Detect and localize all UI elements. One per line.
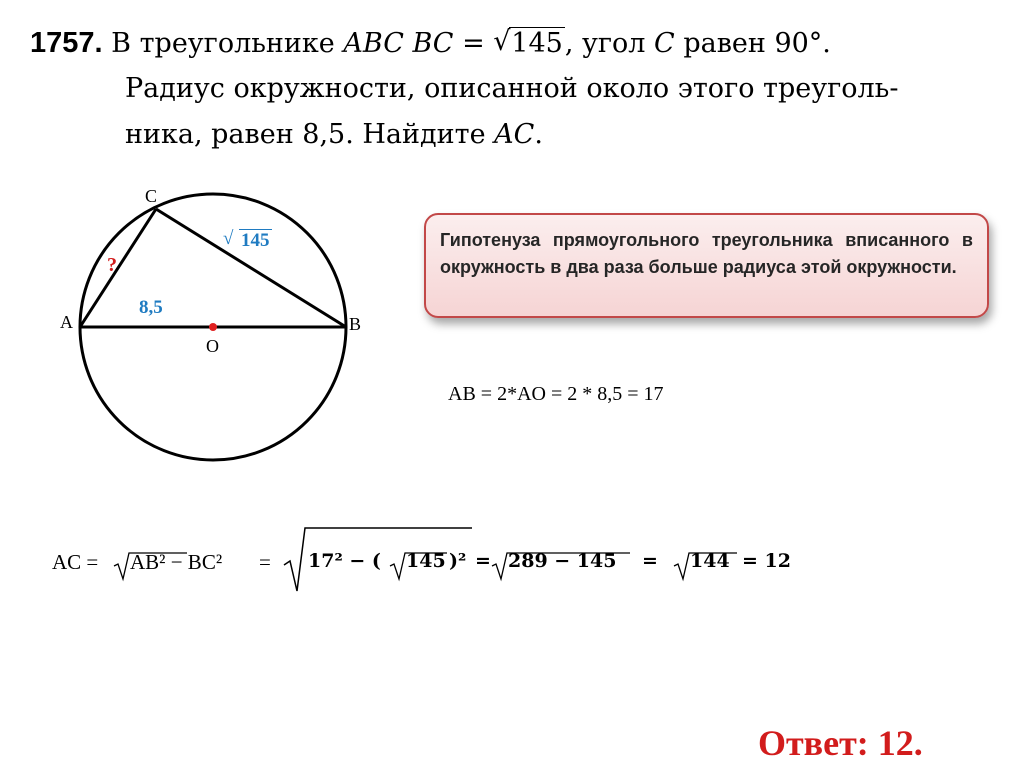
problem-line-2: Радиус окружности, описанной около этого треуголь- — [125, 73, 899, 104]
radius-label: 8,5 — [139, 297, 163, 318]
ac-lhs: AC = — [52, 550, 99, 574]
problem-line-3 — [125, 112, 543, 158]
triangle-name: ABC — [343, 28, 404, 59]
unknown-side-label: ? — [107, 254, 117, 276]
equals-sign: = — [642, 550, 658, 572]
vertex-label-c: C — [145, 186, 158, 206]
center-point — [209, 323, 217, 331]
ac-radicand-1: AB² − BC² — [130, 550, 223, 574]
leg-bc — [156, 209, 346, 327]
ac-radicand-2b: )² — [449, 550, 467, 572]
equals-sign: = — [475, 550, 491, 572]
equals-sign: = — [462, 28, 485, 59]
side-ac: AC — [494, 119, 535, 150]
problem-text: . — [534, 119, 543, 150]
theorem-note — [424, 213, 989, 318]
sqrt-value: 145 — [241, 230, 270, 251]
ac-formula — [52, 525, 812, 595]
answer-text: Ответ: 12. — [758, 723, 923, 763]
side-bc: BC — [412, 28, 454, 59]
ac-radicand-3: 289 − 145 — [508, 550, 617, 572]
ac-inner-radicand: 145 — [406, 550, 446, 572]
ac-result: = 12 — [742, 550, 791, 572]
problem-text: ника, равен 8,5. Найдите — [125, 119, 486, 150]
vertex-label-a: A — [60, 312, 73, 332]
theorem-note-text: Гипотенуза прямоугольного треугольника вписанного в окружность в два раза больше радиуса этой окружности. — [440, 230, 973, 277]
side-bc-label — [223, 230, 272, 252]
problem-text: равен 90°. — [683, 28, 831, 59]
geometry-diagram — [55, 180, 385, 480]
problem-line-1 — [30, 20, 831, 67]
problem-number: 1757. — [30, 27, 103, 59]
equals-sign: = — [259, 550, 271, 574]
vertex-label-b: B — [349, 314, 362, 334]
problem-text: В треугольнике — [111, 28, 335, 59]
circle-triangle-figure — [55, 180, 385, 480]
center-label-o: O — [206, 336, 219, 356]
sqrt-expression — [493, 21, 565, 67]
angle-name: C — [654, 28, 675, 59]
sqrt-value: 145 — [511, 28, 563, 59]
ac-radicand-4: 144 — [690, 550, 730, 572]
sqrt-expression — [223, 230, 272, 252]
ab-calculation: AB = 2*AO = 2 * 8,5 = 17 — [448, 383, 664, 405]
problem-text: , угол — [564, 28, 646, 59]
ac-radicand-2a: 17² − ( — [308, 550, 381, 572]
